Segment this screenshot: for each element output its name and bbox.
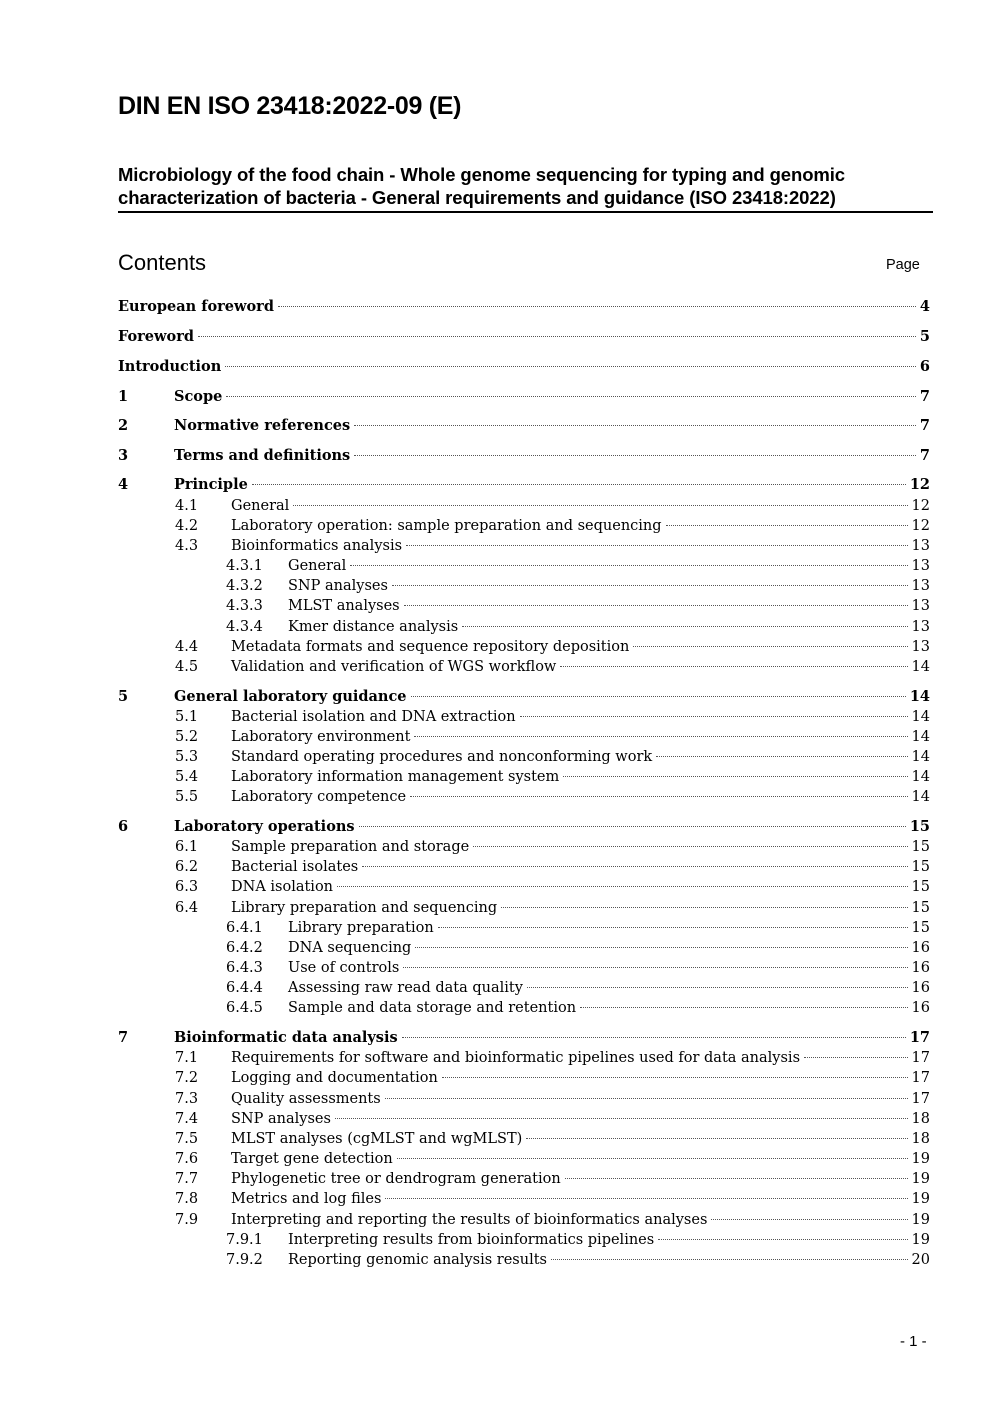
toc-entry[interactable] — [118, 516, 930, 536]
toc-dot-leader — [350, 565, 907, 566]
toc-dot-leader — [226, 396, 916, 397]
toc-entry-title: Laboratory competence — [231, 789, 407, 805]
toc-entry-page: 15 — [911, 839, 930, 855]
toc-entry-number: 7.9 — [175, 1212, 199, 1228]
toc-entry-number: 7.8 — [175, 1191, 199, 1207]
toc-dot-leader — [414, 736, 907, 737]
toc-dot-leader — [392, 585, 908, 586]
toc-entry-page: 16 — [911, 980, 930, 996]
toc-entry-page: 7 — [919, 417, 930, 434]
toc-entry-number: 6.4.1 — [226, 920, 263, 936]
toc-dot-leader — [656, 756, 907, 757]
toc-entry-page: 14 — [911, 729, 930, 745]
toc-dot-leader — [225, 366, 916, 367]
toc-entry-title: Scope — [174, 388, 223, 405]
toc-entry[interactable] — [118, 657, 930, 677]
toc-entry-title: Library preparation and sequencing — [231, 900, 498, 916]
toc-entry[interactable] — [118, 387, 930, 407]
toc-entry-number: 4.4 — [175, 639, 199, 655]
toc-entry-number: 6.1 — [175, 839, 199, 855]
toc-entry-page: 13 — [911, 538, 930, 554]
toc-entry-number: 4.3.1 — [226, 558, 263, 574]
toc-entry[interactable] — [118, 327, 930, 347]
toc-entry-number: 3 — [118, 447, 129, 464]
toc-entry-number: 6.2 — [175, 859, 199, 875]
toc-entry-number: 7 — [118, 1029, 129, 1046]
toc-entry-number: 5.4 — [175, 769, 199, 785]
toc-entry-title: Metrics and log files — [231, 1191, 382, 1207]
toc-entry-page: 13 — [911, 558, 930, 574]
toc-entry-page: 5 — [919, 328, 930, 345]
subtitle-line-2: characterization of bacteria - General requirements and guidance (ISO 23418:2022) — [118, 187, 836, 208]
toc-entry[interactable] — [118, 707, 930, 727]
toc-entry-title: Quality assessments — [231, 1091, 381, 1107]
toc-dot-leader — [520, 716, 908, 717]
toc-entry-title: Validation and verification of WGS workflow — [231, 659, 557, 675]
document-subtitle — [118, 163, 933, 213]
toc-entry[interactable] — [118, 998, 930, 1018]
toc-entry-number: 7.3 — [175, 1091, 199, 1107]
document-id: DIN EN ISO 23418:2022-09 (E) — [118, 92, 462, 120]
toc-dot-leader — [633, 646, 907, 647]
toc-entry[interactable] — [118, 617, 930, 637]
toc-entry-page: 7 — [919, 447, 930, 464]
toc-entry-number: 7.2 — [175, 1070, 199, 1086]
toc-entry-number: 5.1 — [175, 709, 199, 725]
toc-entry-title: Metadata formats and sequence repository deposition — [231, 639, 630, 655]
toc-dot-leader — [563, 776, 907, 777]
toc-dot-leader — [198, 336, 916, 337]
toc-entry-page: 20 — [911, 1252, 930, 1268]
toc-entry[interactable] — [118, 536, 930, 556]
toc-entry-title: Laboratory operations — [174, 818, 355, 835]
toc-dot-leader — [385, 1198, 907, 1199]
toc-entry[interactable] — [118, 637, 930, 657]
toc-dot-leader — [411, 696, 906, 697]
toc-entry[interactable] — [118, 596, 930, 616]
toc-entry-page: 16 — [911, 960, 930, 976]
toc-entry-title: SNP analyses — [288, 578, 388, 594]
toc-entry-page: 19 — [911, 1212, 930, 1228]
toc-entry-title: Logging and documentation — [231, 1070, 438, 1086]
toc-entry[interactable] — [118, 1129, 930, 1149]
toc-dot-leader — [560, 666, 907, 667]
toc-entry[interactable] — [118, 817, 930, 837]
toc-entry-title: Principle — [174, 476, 248, 493]
toc-dot-leader — [397, 1158, 908, 1159]
toc-entry-title: Use of controls — [288, 960, 400, 976]
toc-entry[interactable] — [118, 416, 930, 436]
toc-entry[interactable] — [118, 687, 930, 707]
toc-dot-leader — [406, 545, 908, 546]
toc-entry-title: Foreword — [118, 328, 194, 345]
toc-dot-leader — [462, 626, 907, 627]
toc-entry-title: Library preparation — [288, 920, 434, 936]
toc-entry-title: MLST analyses — [288, 598, 400, 614]
toc-dot-leader — [415, 947, 907, 948]
toc-entry-title: Laboratory operation: sample preparation and sequencing — [231, 518, 662, 534]
toc-entry[interactable] — [118, 357, 930, 377]
toc-entry[interactable] — [118, 576, 930, 596]
toc-entry-page: 13 — [911, 639, 930, 655]
toc-entry[interactable] — [118, 1109, 930, 1129]
toc-entry-page: 13 — [911, 619, 930, 635]
toc-entry-number: 6.4 — [175, 900, 199, 916]
toc-entry-page: 12 — [909, 476, 930, 493]
toc-entry-page: 18 — [911, 1111, 930, 1127]
toc-entry-title: Interpreting results from bioinformatics pipelines — [288, 1232, 655, 1248]
toc-entry-title: MLST analyses (cgMLST and wgMLST) — [231, 1131, 523, 1147]
toc-entry[interactable] — [118, 1149, 930, 1169]
toc-dot-leader — [473, 846, 907, 847]
toc-entry-title: General laboratory guidance — [174, 688, 407, 705]
toc-entry-title: Kmer distance analysis — [288, 619, 459, 635]
page-column-label: Page — [886, 257, 920, 273]
toc-entry-title: Assessing raw read data quality — [288, 980, 523, 996]
toc-entry-page: 13 — [911, 578, 930, 594]
toc-dot-leader — [551, 1259, 908, 1260]
toc-dot-leader — [438, 927, 908, 928]
contents-heading: Contents — [118, 250, 207, 275]
toc-entry-number: 7.6 — [175, 1151, 199, 1167]
toc-entry-number: 5.2 — [175, 729, 199, 745]
toc-entry-page: 19 — [911, 1191, 930, 1207]
toc-dot-leader — [337, 886, 908, 887]
toc-dot-leader — [526, 1138, 907, 1139]
toc-entry-title: Terms and definitions — [174, 447, 351, 464]
toc-entry-number: 6.4.5 — [226, 1000, 263, 1016]
toc-entry-title: Bioinformatics analysis — [231, 538, 403, 554]
toc-entry-page: 15 — [909, 818, 930, 835]
toc-entry-title: Requirements for software and bioinformatic pipelines used for data analysis — [231, 1050, 801, 1066]
toc-entry-page: 17 — [911, 1070, 930, 1086]
toc-entry-page: 14 — [911, 789, 930, 805]
toc-entry-page: 4 — [919, 298, 930, 315]
toc-entry-page: 15 — [911, 859, 930, 875]
toc-entry[interactable] — [118, 297, 930, 317]
toc-entry[interactable] — [118, 1028, 930, 1048]
toc-entry[interactable] — [118, 767, 930, 787]
toc-entry[interactable] — [118, 958, 930, 978]
toc-entry-number: 6.4.2 — [226, 940, 263, 956]
toc-entry-page: 14 — [911, 659, 930, 675]
toc-entry-number: 4.2 — [175, 518, 199, 534]
footer-page-number: - 1 - — [900, 1333, 927, 1350]
toc-entry-page: 15 — [911, 900, 930, 916]
toc-entry-number: 4 — [118, 476, 129, 493]
toc-entry-number: 2 — [118, 417, 129, 434]
toc-entry-title: General — [288, 558, 347, 574]
toc-dot-leader — [278, 306, 916, 307]
toc-dot-leader — [527, 987, 908, 988]
toc-entry[interactable] — [118, 787, 930, 807]
toc-entry-title: Normative references — [174, 417, 351, 434]
toc-entry-title: DNA isolation — [231, 879, 334, 895]
toc-dot-leader — [666, 525, 908, 526]
toc-entry-number: 7.7 — [175, 1171, 199, 1187]
toc-entry-page: 14 — [909, 688, 930, 705]
toc-entry[interactable] — [118, 918, 930, 938]
toc-entry-number: 4.1 — [175, 498, 199, 514]
toc-entry[interactable] — [118, 978, 930, 998]
toc-entry[interactable] — [118, 747, 930, 767]
toc-entry-title: Sample and data storage and retention — [288, 1000, 577, 1016]
toc-entry[interactable] — [118, 1250, 930, 1270]
toc-entry-title: Target gene detection — [231, 1151, 393, 1167]
toc-entry-title: Reporting genomic analysis results — [288, 1252, 547, 1268]
toc-dot-leader — [403, 967, 907, 968]
toc-dot-leader — [385, 1098, 908, 1099]
toc-entry[interactable] — [118, 556, 930, 576]
toc-entry-page: 12 — [911, 518, 930, 534]
toc-entry-number: 6 — [118, 818, 129, 835]
toc-entry-title: Standard operating procedures and nonconforming work — [231, 749, 653, 765]
toc-entry-number: 5.5 — [175, 789, 199, 805]
toc-dot-leader — [402, 1037, 906, 1038]
toc-entry[interactable] — [118, 837, 930, 857]
toc-entry[interactable] — [118, 496, 930, 516]
toc-entry[interactable] — [118, 727, 930, 747]
toc-entry[interactable] — [118, 938, 930, 958]
toc-entry-title: Introduction — [118, 358, 222, 375]
toc-entry-number: 4.3 — [175, 538, 199, 554]
toc-entry-number: 4.3.3 — [226, 598, 263, 614]
toc-dot-leader — [404, 605, 908, 606]
toc-entry[interactable] — [118, 1210, 930, 1230]
toc-entry-title: Sample preparation and storage — [231, 839, 470, 855]
toc-entry-number: 6.4.3 — [226, 960, 263, 976]
toc-entry-number: 5.3 — [175, 749, 199, 765]
toc-dot-leader — [354, 425, 916, 426]
toc-dot-leader — [711, 1219, 907, 1220]
toc-entry[interactable] — [118, 1068, 930, 1088]
toc-dot-leader — [359, 826, 906, 827]
toc-dot-leader — [565, 1178, 908, 1179]
toc-entry-number: 7.4 — [175, 1111, 199, 1127]
toc-entry-page: 15 — [911, 920, 930, 936]
toc-entry-page: 14 — [911, 769, 930, 785]
toc-entry-page: 16 — [911, 1000, 930, 1016]
toc-entry-page: 12 — [911, 498, 930, 514]
toc-entry[interactable] — [118, 446, 930, 466]
toc-entry-number: 5 — [118, 688, 129, 705]
toc-entry-page: 19 — [911, 1171, 930, 1187]
subtitle-line-1: Microbiology of the food chain - Whole genome sequencing for typing and genomic — [118, 164, 845, 185]
toc-entry-number: 4.3.4 — [226, 619, 263, 635]
toc-dot-leader — [293, 505, 907, 506]
toc-dot-leader — [362, 866, 907, 867]
toc-entry-title: General — [231, 498, 290, 514]
toc-entry[interactable] — [118, 857, 930, 877]
toc-entry[interactable] — [118, 1089, 930, 1109]
toc-dot-leader — [501, 907, 907, 908]
toc-entry-page: 17 — [911, 1050, 930, 1066]
toc-dot-leader — [580, 1007, 908, 1008]
toc-dot-leader — [442, 1077, 908, 1078]
toc-entry-number: 6.3 — [175, 879, 199, 895]
toc-entry-number: 7.9.2 — [226, 1252, 263, 1268]
toc-entry[interactable] — [118, 877, 930, 897]
toc-entry-page: 17 — [911, 1091, 930, 1107]
toc-entry-number: 7.1 — [175, 1050, 199, 1066]
toc-entry-title: Laboratory information management system — [231, 769, 560, 785]
toc-entry[interactable] — [118, 1048, 930, 1068]
toc-entry-title: Bioinformatic data analysis — [174, 1029, 398, 1046]
toc-dot-leader — [335, 1118, 908, 1119]
toc-dot-leader — [410, 796, 907, 797]
toc-entry-title: Laboratory environment — [231, 729, 411, 745]
toc-entry[interactable] — [118, 475, 930, 495]
toc-entry-page: 13 — [911, 598, 930, 614]
toc-dot-leader — [804, 1057, 908, 1058]
toc-entry-title: European foreword — [118, 298, 274, 315]
toc-dot-leader — [354, 455, 916, 456]
toc-entry-page: 16 — [911, 940, 930, 956]
toc-entry-page: 19 — [911, 1151, 930, 1167]
toc-entry[interactable] — [118, 1189, 930, 1209]
toc-entry-page: 6 — [919, 358, 930, 375]
toc-entry-title: Bacterial isolates — [231, 859, 359, 875]
toc-entry-page: 17 — [909, 1029, 930, 1046]
toc-dot-leader — [252, 484, 906, 485]
toc-entry-number: 4.5 — [175, 659, 199, 675]
toc-dot-leader — [658, 1239, 907, 1240]
toc-entry[interactable] — [118, 1230, 930, 1250]
toc-entry-title: SNP analyses — [231, 1111, 331, 1127]
toc-entry-page: 14 — [911, 749, 930, 765]
toc-entry-page: 18 — [911, 1131, 930, 1147]
toc-entry-title: DNA sequencing — [288, 940, 412, 956]
toc-entry-number: 7.5 — [175, 1131, 199, 1147]
toc-entry-number: 6.4.4 — [226, 980, 263, 996]
toc-entry-title: Interpreting and reporting the results of bioinformatics analyses — [231, 1212, 708, 1228]
toc-entry-page: 7 — [919, 388, 930, 405]
toc-entry-page: 14 — [911, 709, 930, 725]
toc-entry[interactable] — [118, 1169, 930, 1189]
toc-entry-title: Bacterial isolation and DNA extraction — [231, 709, 516, 725]
toc-entry-number: 7.9.1 — [226, 1232, 263, 1248]
toc-entry-title: Phylogenetic tree or dendrogram generation — [231, 1171, 561, 1187]
toc-entry-number: 4.3.2 — [226, 578, 263, 594]
toc-entry-page: 19 — [911, 1232, 930, 1248]
toc-entry-number: 1 — [118, 388, 129, 405]
toc-entry-page: 15 — [911, 879, 930, 895]
toc-entry[interactable] — [118, 898, 930, 918]
